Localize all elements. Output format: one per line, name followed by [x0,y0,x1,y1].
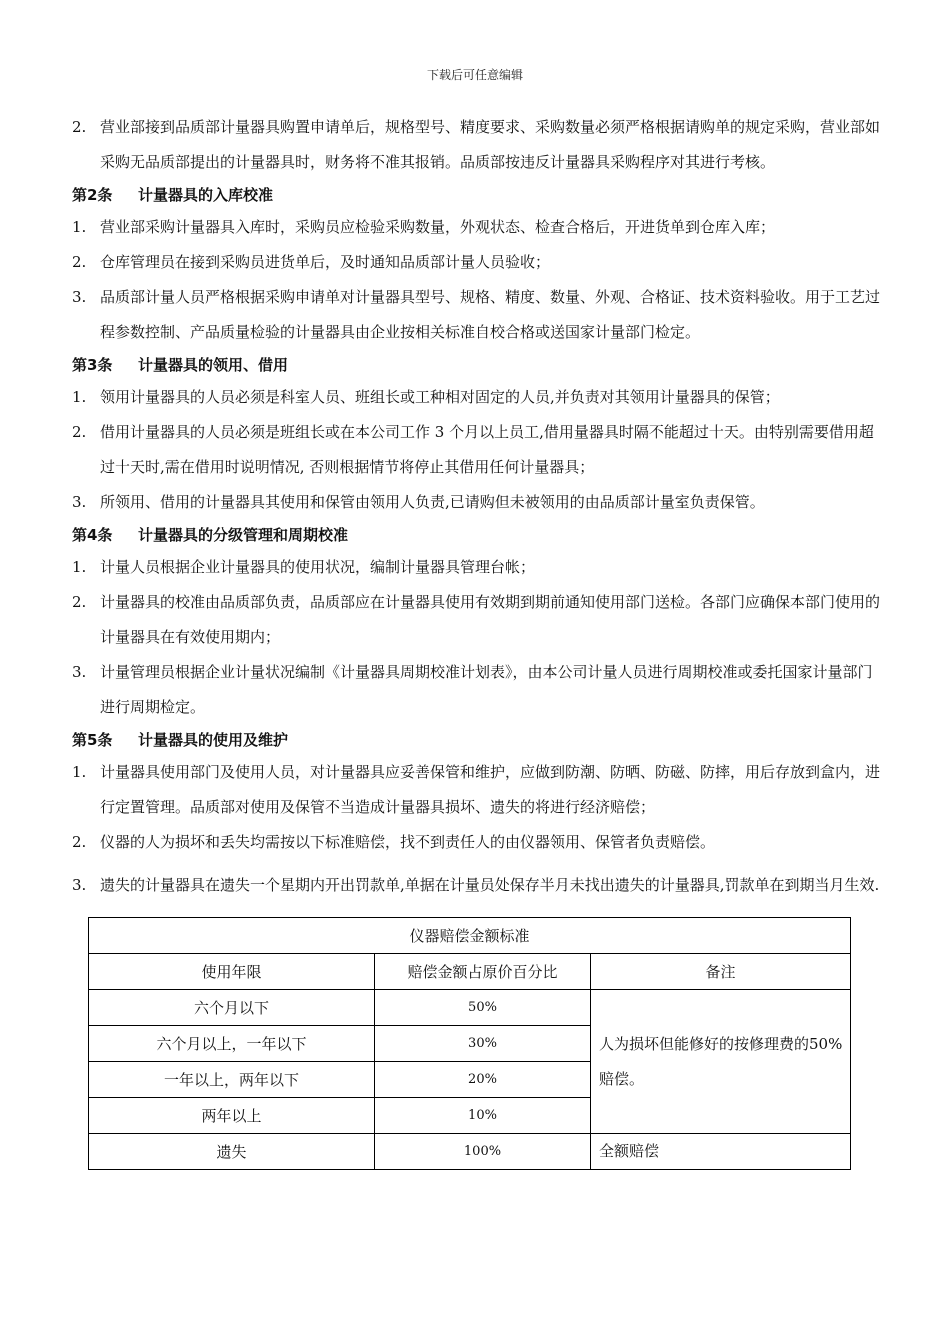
section-title: 计量器具的分级管理和周期校准 [138,526,349,544]
section-heading [72,350,882,380]
percent-cell: 30% [375,1026,591,1062]
item-number: 3. [72,493,87,511]
section-number: 第5条 [72,731,113,749]
section-title: 计量器具的入库校准 [138,186,274,204]
item-number: 2. [72,118,87,136]
item-text: 营业部采购计量器具入库时，采购员应检验采购数量，外观状态、检查合格后，开进货单到仓库入库； [100,218,776,236]
item-text: 营业部接到品质部计量器具购置申请单后，规格型号、精度要求、采购数量必须严格根据请购单的规定采购，营业部如采购无品质部提出的计量器具时，财务将不准其报销。品质部按违反计量器具采购程序对其进行考核。 [100,118,881,171]
period-cell: 六个月以下 [89,990,375,1026]
section-number: 第4条 [72,526,113,544]
item-text: 计量人员根据企业计量器具的使用状况，编制计量器具管理台帐； [100,558,536,576]
item-number: 2. [72,593,87,611]
period-cell: 遗失 [89,1134,375,1170]
list-item [72,550,882,585]
table-header-cell: 赔偿金额占原价百分比 [375,954,591,990]
item-number: 3. [72,876,87,894]
section-title: 计量器具的领用、借用 [138,356,289,374]
list-item [72,755,882,825]
item-number: 1. [72,763,87,781]
percent-cell: 10% [375,1098,591,1134]
section-heading [72,180,882,210]
list-item [72,868,882,903]
table-header-cell: 使用年限 [89,954,375,990]
table-title: 仪器赔偿金额标准 [89,918,851,954]
item-number: 1. [72,218,87,236]
period-cell: 六个月以上，一年以下 [89,1026,375,1062]
table-row [89,990,851,1026]
period-cell: 两年以上 [89,1098,375,1134]
list-item [72,415,882,485]
item-text: 仪器的人为损坏和丢失均需按以下标准赔偿，找不到责任人的由仪器领用、保管者负责赔偿。 [100,833,716,851]
item-number: 2. [72,833,87,851]
document-body [72,110,882,1170]
percent-cell: 100% [375,1134,591,1170]
list-item [72,655,882,725]
table-row [89,1134,851,1170]
list-item [72,585,882,655]
list-item [72,245,882,280]
table-header-cell: 备注 [591,954,851,990]
item-number: 2. [72,253,87,271]
list-item [72,485,882,520]
section-heading [72,520,882,550]
percent-cell: 20% [375,1062,591,1098]
item-text: 所领用、借用的计量器具其使用和保管由领用人负责,已请购但未被领用的由品质部计量室负责保管。 [100,493,765,511]
item-number: 3. [72,288,87,306]
item-text: 计量管理员根据企业计量状况编制《计量器具周期校准计划表》，由本公司计量人员进行周期校准或委托国家计量部门进行周期检定。 [100,663,873,716]
item-text: 仓库管理员在接到采购员进货单后，及时通知品质部计量人员验收； [100,253,551,271]
section-title: 计量器具的使用及维护 [138,731,289,749]
section-number: 第3条 [72,356,113,374]
period-cell: 一年以上，两年以下 [89,1062,375,1098]
spacer [72,860,882,868]
compensation-table [88,917,851,1170]
item-text: 领用计量器具的人员必须是科室人员、班组长或工种相对固定的人员,并负责对其领用计量器具的保管； [100,388,780,406]
section-number: 第2条 [72,186,113,204]
item-number: 2. [72,423,87,441]
item-text: 遗失的计量器具在遗失一个星期内开出罚款单,单据在计量员处保存半月未找出遗失的计量器具,罚款单在到期当月生效. [100,876,880,894]
item-text: 品质部计量人员严格根据采购申请单对计量器具型号、规格、精度、数量、外观、合格证、技术资料验收。用于工艺过程参数控制、产品质量检验的计量器具由企业按相关标准自校合格或送国家计量部门检定。 [100,288,881,341]
percent-cell: 50% [375,990,591,1026]
item-number: 1. [72,558,87,576]
list-item [72,210,882,245]
list-item [72,110,882,180]
item-number: 1. [72,388,87,406]
list-item [72,280,882,350]
page-header: 下载后可任意编辑 [426,68,523,82]
list-item [72,380,882,415]
note-cell: 全额赔偿 [591,1134,851,1170]
note-cell: 人为损坏但能修好的按修理费的50%赔偿。 [591,990,851,1134]
item-number: 3. [72,663,87,681]
section-heading [72,725,882,755]
item-text: 计量器具使用部门及使用人员，对计量器具应妥善保管和维护，应做到防潮、防晒、防磁、防摔，用后存放到盒内，进行定置管理。品质部对使用及保管不当造成计量器具损坏、遗失的将进行经济赔偿； [100,763,881,816]
list-item [72,825,882,860]
item-text: 计量器具的校准由品质部负责，品质部应在计量器具使用有效期到期前通知使用部门送检。各部门应确保本部门使用的计量器具在有效使用期内； [100,593,881,646]
item-text: 借用计量器具的人员必须是班组长或在本公司工作 3 个月以上员工,借用量器具时隔不能超过十天。由特别需要借用超过十天时,需在借用时说明情况, 否则根据情节将停止其借用任何计量器具； [100,423,874,476]
